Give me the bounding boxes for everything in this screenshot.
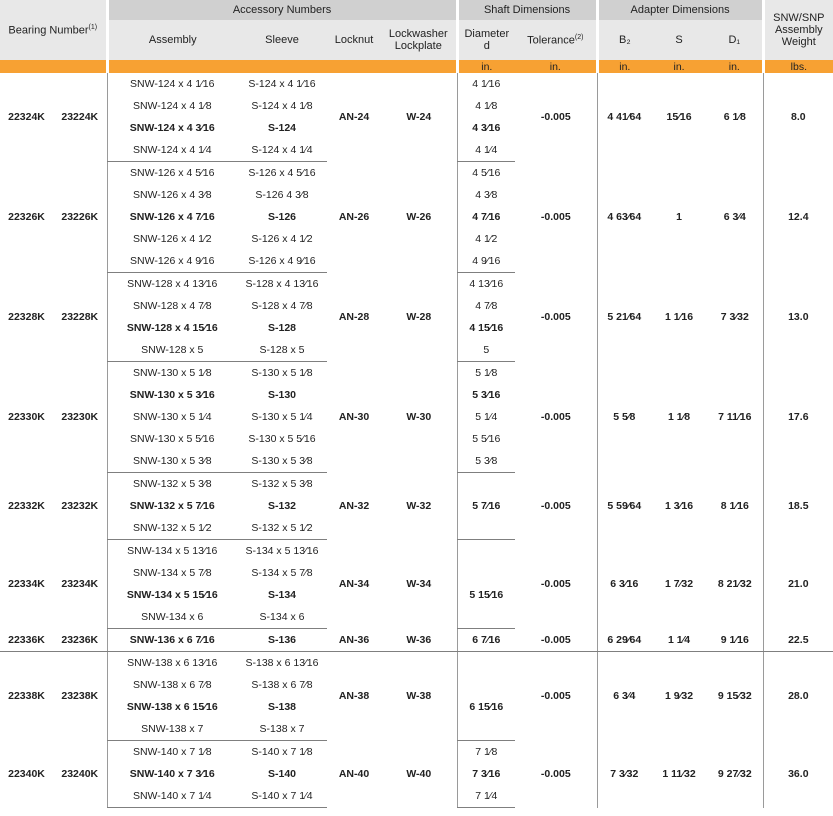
sleeve-number: S-128 x 4 13⁄16 (245, 278, 319, 290)
shaft-diameter (457, 606, 515, 629)
diameter-header-line1: Diameter (464, 28, 510, 40)
assembly-weight: 17.6 (763, 362, 833, 473)
locknut-number: AN-40 (338, 768, 370, 780)
adapter-s: 1 1⁄8 (667, 411, 691, 423)
shaft-tolerance: -0.005 (540, 211, 571, 223)
bearing-number-a: 22334K (8, 578, 45, 590)
assembly-number: SNW-130 x 5 3⁄8 (107, 450, 237, 473)
assembly-number: SNW-130 x 5 1⁄4 (107, 406, 237, 428)
sleeve-number: S-134 x 5 13⁄16 (245, 545, 319, 557)
assembly-number: SNW-134 x 5 7⁄8 (107, 562, 237, 584)
sleeve-number: S-126 x 4 9⁄16 (237, 250, 327, 273)
bearing-number-footnote: (1) (88, 23, 98, 31)
shaft-diameter: 4 13⁄16 (457, 273, 515, 296)
shaft-diameter: 4 3⁄8 (457, 184, 515, 206)
shaft-dimensions-header: Shaft Dimensions (457, 0, 597, 20)
shaft-diameter: 7 1⁄4 (457, 785, 515, 808)
shaft-diameter (457, 473, 515, 496)
bearing-number-a: 22336K (0, 629, 53, 652)
sleeve-number: S-140 x 7 1⁄8 (251, 746, 313, 758)
assembly-number: SNW-128 x 4 15⁄16 (107, 317, 237, 339)
sleeve-number: S-126 x 4 1⁄2 (251, 233, 313, 245)
lockwasher-number: W-38 (406, 690, 432, 703)
adapter-d1: 9 1⁄16 (707, 629, 763, 652)
shaft-tolerance: -0.005 (515, 629, 597, 652)
unit-s: in. (651, 60, 707, 73)
bearing-number-header (0, 0, 107, 60)
sleeve-number: S-126 x 4 5⁄16 (248, 167, 316, 179)
sleeve-number: S-134 x 6 (237, 606, 327, 629)
shaft-diameter: 4 1⁄2 (457, 228, 515, 250)
assembly-number: SNW-126 x 4 1⁄2 (107, 228, 237, 250)
table-row (0, 73, 833, 95)
tolerance-header (515, 20, 597, 60)
adapter-b2: 5 21⁄64 (597, 273, 651, 362)
adapter-d1: 7 11⁄16 (718, 411, 752, 423)
sleeve-number: S-130 x 5 5⁄16 (248, 433, 316, 445)
lockwasher-number: W-30 (406, 411, 432, 423)
shaft-diameter: 4 5⁄16 (457, 162, 515, 185)
shaft-diameter (457, 718, 515, 741)
assembly-number: SNW-140 x 7 3⁄16 (107, 763, 237, 785)
adapter-s: 1 11⁄32 (662, 768, 696, 780)
shaft-tolerance: -0.005 (540, 690, 571, 703)
bearing-number-b: 23230K (61, 411, 99, 423)
locknut-number: AN-38 (338, 690, 370, 703)
adapter-s: 1 3⁄16 (665, 500, 694, 512)
table-row (0, 652, 833, 675)
sleeve-number: S-132 (267, 500, 297, 512)
assembly-header: Assembly (107, 20, 237, 60)
shaft-diameter: 4 3⁄16 (457, 117, 515, 139)
adapter-d1: 6 3⁄4 (723, 211, 746, 223)
bearing-number-b: 23236K (53, 629, 107, 652)
units-row (0, 60, 833, 73)
shaft-diameter (457, 540, 515, 563)
s-header: S (651, 20, 707, 60)
shaft-diameter (457, 562, 515, 584)
sleeve-number: S-132 x 5 3⁄8 (251, 478, 313, 490)
sleeve-number: S-130 (267, 389, 297, 401)
sleeve-number: S-128 x 4 7⁄8 (251, 300, 313, 312)
tolerance-label: Tolerance (527, 34, 575, 47)
adapter-b2: 7 3⁄32 (597, 741, 651, 808)
assembly-number: SNW-126 x 4 5⁄16 (107, 162, 237, 185)
assembly-number: SNW-130 x 5 5⁄16 (107, 428, 237, 450)
shaft-diameter: 4 7⁄16 (457, 206, 515, 228)
bearing-number-b: 23228K (61, 311, 99, 323)
shaft-tolerance: -0.005 (540, 500, 571, 512)
shaft-diameter: 5 1⁄4 (457, 406, 515, 428)
assembly-weight: 8.0 (763, 73, 833, 162)
sleeve-number: S-138 (267, 701, 297, 713)
adapter-d1: 6 1⁄8 (723, 111, 746, 124)
shaft-diameter (457, 652, 515, 675)
adapter-b2: 6 3⁄4 (597, 652, 651, 741)
shaft-diameter: 5 3⁄8 (457, 450, 515, 473)
adapter-b2: 6 3⁄16 (597, 540, 651, 629)
assembly-number: SNW-136 x 6 7⁄16 (107, 629, 237, 652)
table-row (0, 273, 833, 296)
sleeve-number: S-132 x 5 1⁄2 (237, 517, 327, 540)
sleeve-number: S-130 x 5 1⁄4 (251, 411, 313, 423)
locknut-header: Locknut (327, 20, 381, 60)
bearing-number-b: 23234K (61, 578, 99, 590)
assembly-number: SNW-138 x 7 (107, 718, 237, 741)
sleeve-number: S-130 x 5 1⁄8 (251, 367, 313, 379)
sleeve-number: S-134 x 5 7⁄8 (251, 567, 313, 579)
sleeve-number: S-140 x 7 1⁄4 (237, 785, 327, 808)
locknut-number: AN-34 (338, 578, 370, 590)
sleeve-number: S-140 (267, 768, 297, 780)
sleeve-number: S-124 x 4 1⁄8 (251, 100, 313, 112)
table-row (0, 629, 833, 652)
bearing-number-a: 22326K (8, 211, 45, 223)
weight-header (763, 0, 833, 60)
shaft-diameter: 7 3⁄16 (457, 763, 515, 785)
bearing-number-label: Bearing Number (8, 24, 89, 37)
lockwasher-number: W-34 (406, 578, 432, 590)
assembly-number: SNW-140 x 7 1⁄4 (107, 785, 237, 808)
assembly-number: SNW-124 x 4 1⁄8 (107, 95, 237, 117)
shaft-diameter: 5 5⁄16 (457, 428, 515, 450)
d1-header: D₁ (707, 20, 763, 60)
lockwasher-header-line2: Lockplate (394, 40, 442, 52)
locknut-number: AN-28 (338, 311, 370, 323)
unit-diameter: in. (457, 60, 515, 73)
weight-header-line1: SNW/SNP (773, 12, 825, 24)
lockwasher-header (381, 20, 457, 60)
adapter-s: 15⁄16 (666, 111, 692, 124)
shaft-diameter: 4 15⁄16 (457, 317, 515, 339)
adapter-s: 1 9⁄32 (665, 690, 694, 703)
lockwasher-number: W-32 (406, 500, 432, 512)
shaft-diameter: 5 3⁄16 (457, 384, 515, 406)
table-row (0, 741, 833, 764)
sleeve-header: Sleeve (237, 20, 327, 60)
diameter-header (457, 20, 515, 60)
sleeve-number: S-128 (267, 322, 297, 334)
shaft-tolerance: -0.005 (540, 111, 571, 124)
assembly-number: SNW-130 x 5 1⁄8 (107, 362, 237, 385)
adapter-b2: 4 63⁄64 (597, 162, 651, 273)
adapter-s: 1 (676, 211, 682, 223)
assembly-number: SNW-132 x 5 1⁄2 (107, 517, 237, 540)
shaft-tolerance: -0.005 (540, 768, 571, 780)
shaft-diameter: 4 9⁄16 (457, 250, 515, 273)
assembly-weight: 18.5 (763, 473, 833, 540)
assembly-number: SNW-128 x 5 (107, 339, 237, 362)
lockwasher-number: W-36 (381, 629, 457, 652)
adapter-d1: 9 27⁄32 (717, 768, 752, 780)
assembly-number: SNW-138 x 6 7⁄8 (107, 674, 237, 696)
unit-weight: lbs. (763, 60, 833, 73)
assembly-number: SNW-124 x 4 1⁄4 (107, 139, 237, 162)
assembly-number: SNW-132 x 5 3⁄8 (107, 473, 237, 496)
adapter-d1: 9 15⁄32 (717, 690, 752, 703)
b2-header: B₂ (597, 20, 651, 60)
lockwasher-number: W-40 (406, 768, 432, 780)
sleeve-number: S-126 4 3⁄8 (255, 189, 309, 201)
adapter-d1: 8 1⁄16 (720, 500, 749, 512)
shaft-tolerance: -0.005 (540, 578, 571, 590)
locknut-number: AN-36 (327, 629, 381, 652)
assembly-weight: 28.0 (763, 652, 833, 741)
assembly-number: SNW-134 x 6 (107, 606, 237, 629)
assembly-number: SNW-130 x 5 3⁄16 (107, 384, 237, 406)
adapter-dimensions-header: Adapter Dimensions (597, 0, 763, 20)
sleeve-number: S-124 x 4 1⁄16 (248, 78, 316, 90)
unit-b2: in. (597, 60, 651, 73)
bearing-number-b: 23226K (61, 211, 99, 223)
sleeve-number: S-126 (267, 211, 297, 223)
assembly-number: SNW-138 x 6 13⁄16 (107, 652, 237, 675)
shaft-diameter: 4 1⁄16 (457, 73, 515, 95)
shaft-diameter: 5 15⁄16 (457, 584, 515, 606)
sleeve-number: S-124 x 4 1⁄4 (237, 139, 327, 162)
shaft-diameter (457, 517, 515, 540)
sleeve-number: S-138 x 6 7⁄8 (251, 679, 313, 691)
sleeve-number: S-136 (237, 629, 327, 652)
shaft-diameter: 5 (457, 339, 515, 362)
unit-tolerance: in. (515, 60, 597, 73)
bearing-number-b: 23232K (61, 500, 99, 512)
bearing-number-a: 22324K (8, 111, 45, 124)
locknut-number: AN-30 (338, 411, 370, 423)
shaft-diameter: 6 15⁄16 (457, 696, 515, 718)
adapter-b2: 6 29⁄64 (597, 629, 651, 652)
table-row (0, 362, 833, 385)
assembly-number: SNW-132 x 5 7⁄16 (107, 495, 237, 517)
bearing-number-a: 22328K (8, 311, 45, 323)
assembly-weight: 12.4 (763, 162, 833, 273)
assembly-number: SNW-128 x 4 7⁄8 (107, 295, 237, 317)
assembly-number: SNW-126 x 4 3⁄8 (107, 184, 237, 206)
weight-header-line3: Weight (781, 36, 816, 48)
shaft-diameter: 7 1⁄8 (457, 741, 515, 764)
table-row (0, 473, 833, 496)
shaft-diameter: 6 7⁄16 (457, 629, 515, 652)
sleeve-number: S-124 (267, 122, 297, 134)
adapter-b2: 5 59⁄64 (597, 473, 651, 540)
adapter-d1: 8 21⁄32 (717, 578, 752, 590)
adapter-b2: 4 41⁄64 (597, 73, 651, 162)
adapter-s: 1 1⁄16 (665, 311, 694, 323)
bearing-number-a: 22340K (8, 768, 45, 780)
lockwasher-header-line1: Lockwasher (388, 28, 448, 40)
units-accessory-cell (107, 60, 457, 73)
bearing-number-b: 23224K (61, 111, 99, 124)
assembly-weight: 21.0 (763, 540, 833, 629)
assembly-number: SNW-128 x 4 13⁄16 (107, 273, 237, 296)
assembly-number: SNW-126 x 4 9⁄16 (107, 250, 237, 273)
sleeve-number: S-134 (267, 589, 297, 601)
locknut-number: AN-32 (338, 500, 370, 512)
bearing-number-b: 23238K (61, 690, 99, 703)
table-row (0, 162, 833, 185)
unit-d1: in. (707, 60, 763, 73)
table-body (0, 73, 833, 808)
assembly-number: SNW-134 x 5 13⁄16 (107, 540, 237, 563)
bearing-number-b: 23240K (61, 768, 99, 780)
assembly-weight: 22.5 (763, 629, 833, 652)
shaft-diameter (457, 674, 515, 696)
adapter-s: 1 7⁄32 (665, 578, 694, 590)
lockwasher-number: W-24 (406, 111, 432, 124)
sleeve-number: S-138 x 7 (237, 718, 327, 741)
assembly-weight: 36.0 (763, 741, 833, 808)
units-bearing-cell (0, 60, 107, 73)
shaft-diameter: 4 1⁄4 (457, 139, 515, 162)
shaft-diameter: 4 7⁄8 (457, 295, 515, 317)
adapter-b2: 5 5⁄8 (597, 362, 651, 473)
assembly-number: SNW-124 x 4 3⁄16 (107, 117, 237, 139)
shaft-diameter: 5 7⁄16 (457, 495, 515, 517)
sleeve-number: S-128 x 5 (237, 339, 327, 362)
shaft-tolerance: -0.005 (540, 411, 571, 423)
adapter-d1: 7 3⁄32 (720, 311, 749, 323)
sleeve-number: S-130 x 5 3⁄8 (237, 450, 327, 473)
shaft-diameter: 4 1⁄8 (457, 95, 515, 117)
locknut-number: AN-26 (338, 211, 370, 223)
bearing-number-a: 22330K (8, 411, 45, 423)
accessory-numbers-header: Accessory Numbers (107, 0, 457, 20)
tolerance-footnote: (2) (574, 33, 584, 41)
locknut-number: AN-24 (338, 111, 370, 124)
assembly-number: SNW-124 x 4 1⁄16 (107, 73, 237, 95)
assembly-weight: 13.0 (763, 273, 833, 362)
assembly-number: SNW-126 x 4 7⁄16 (107, 206, 237, 228)
assembly-number: SNW-140 x 7 1⁄8 (107, 741, 237, 764)
sleeve-number: S-138 x 6 13⁄16 (245, 657, 319, 669)
adapter-s: 1 1⁄4 (651, 629, 707, 652)
table-row (0, 540, 833, 563)
bearing-number-a: 22338K (8, 690, 45, 703)
lockwasher-number: W-26 (406, 211, 432, 223)
lockwasher-number: W-28 (406, 311, 432, 323)
shaft-tolerance: -0.005 (540, 311, 571, 323)
weight-header-line2: Assembly (774, 24, 823, 36)
assembly-number: SNW-134 x 5 15⁄16 (107, 584, 237, 606)
diameter-header-line2: d (483, 40, 490, 52)
bearing-number-a: 22332K (8, 500, 45, 512)
assembly-number: SNW-138 x 6 15⁄16 (107, 696, 237, 718)
shaft-diameter: 5 1⁄8 (457, 362, 515, 385)
